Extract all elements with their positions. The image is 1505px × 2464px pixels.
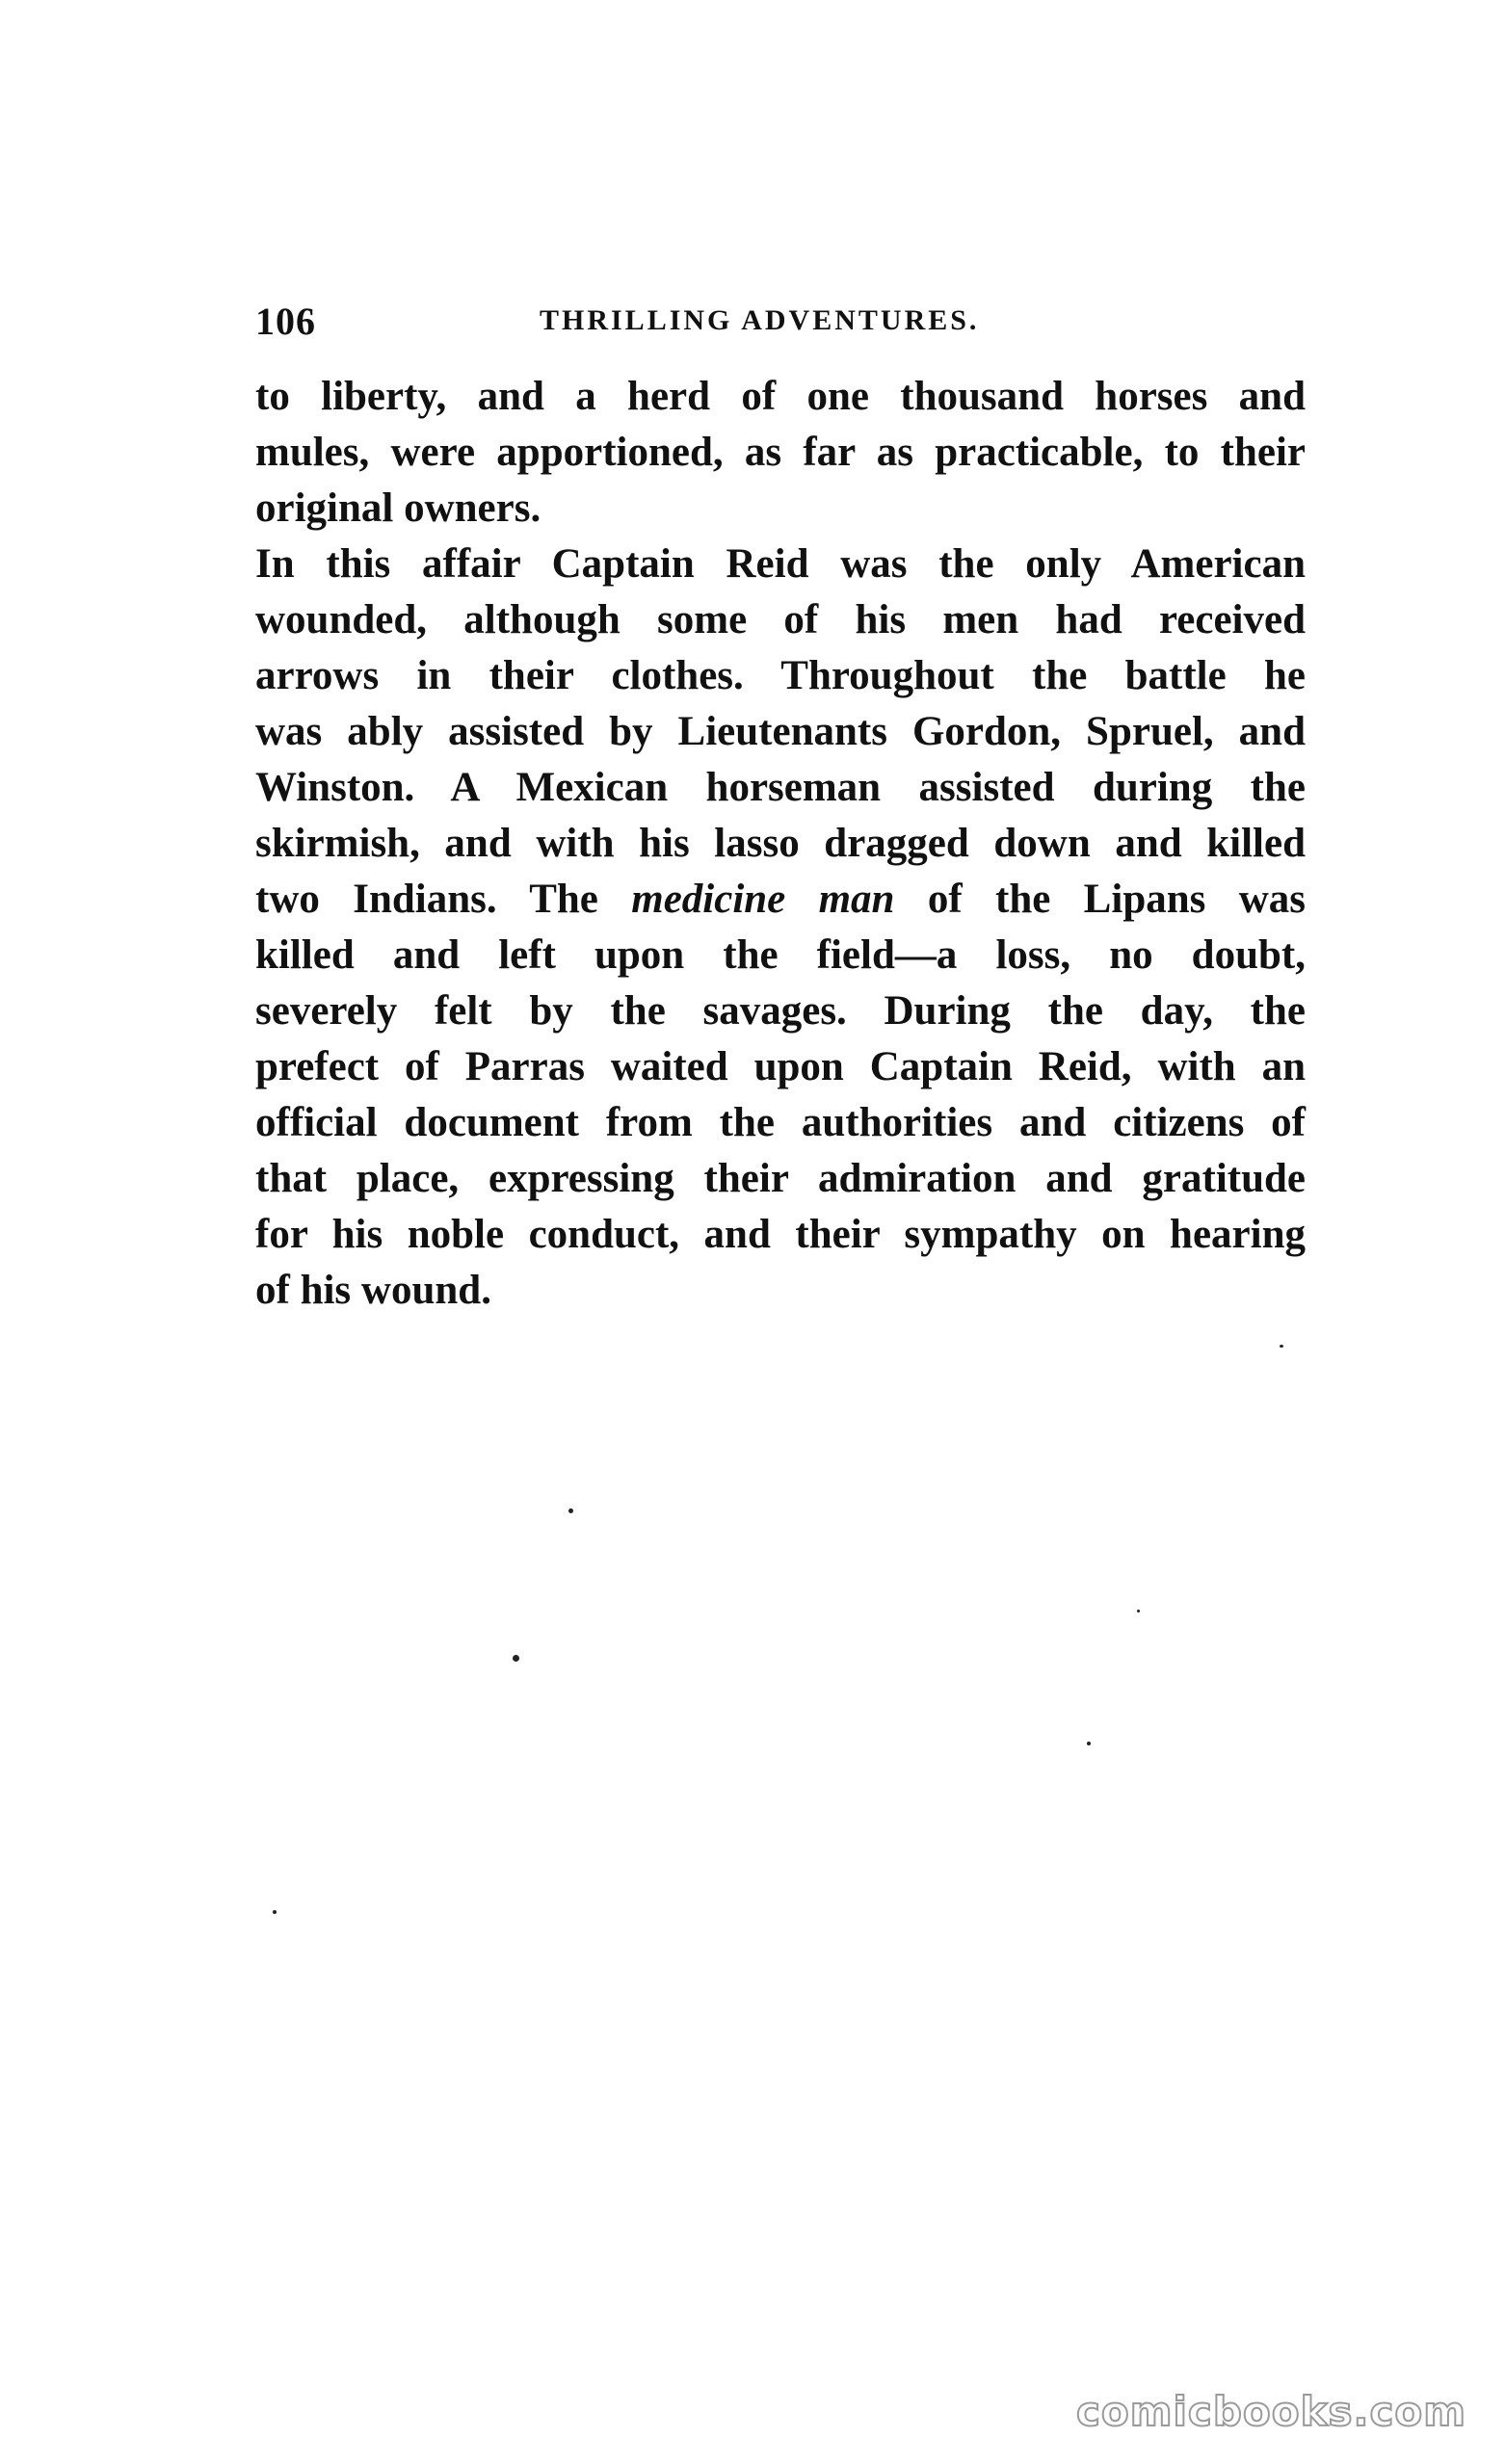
scan-speck [568,1508,573,1513]
text-line: to liberty, and a herd of one thousand horses and [255,374,1306,419]
text-line-with-italic [255,872,1306,928]
text-line: skirmish, and with his lasso dragged down and killed [255,821,1306,866]
text-line: that place, expressing their admiration and gratitude [255,1156,1306,1201]
paragraph-start-line [255,537,1306,592]
text-line: was ably assisted by Lieutenants Gordon, Spruel, and [255,709,1306,754]
italic-phrase: medicine man [631,877,895,922]
text-segment: of the Lipans was [927,877,1307,922]
text-line-content: In this affair Captain Reid was the only American [255,541,1306,587]
text-line: original owners. [255,485,541,531]
text-segment: two Indians. The [255,877,598,922]
text-line: killed and left upon the field—a loss, no doubt, [255,932,1306,978]
text-line: for his noble conduct, and their sympathy on hearing [255,1212,1306,1257]
text-line: mules, were apportioned, as far as practicable, to their [255,430,1306,475]
text-line: wounded, although some of his men had received [255,597,1306,642]
text-line: official document from the authorities and citizens of [255,1100,1306,1145]
scan-speck [273,1910,277,1914]
scan-speck [1087,1742,1091,1745]
text-line: prefect of Parras waited upon Captain Reid, with an [255,1044,1306,1089]
page-header [255,299,1306,347]
scan-speck [513,1655,519,1662]
scan-speck [1280,1345,1283,1348]
running-title: THRILLING ADVENTURES. [540,304,980,336]
text-line: arrows in their clothes. Throughout the battle he [255,653,1306,698]
page-number: 106 [255,300,316,343]
text-line: Winston. A Mexican horseman assisted during the [255,765,1306,810]
body-text [255,369,1306,1319]
text-line: severely felt by the savages. During the day, the [255,988,1306,1034]
watermark-logo: comicbooks.com [1076,2388,1466,2435]
text-line: of his wound. [255,1268,491,1313]
scan-speck [1137,1610,1140,1612]
